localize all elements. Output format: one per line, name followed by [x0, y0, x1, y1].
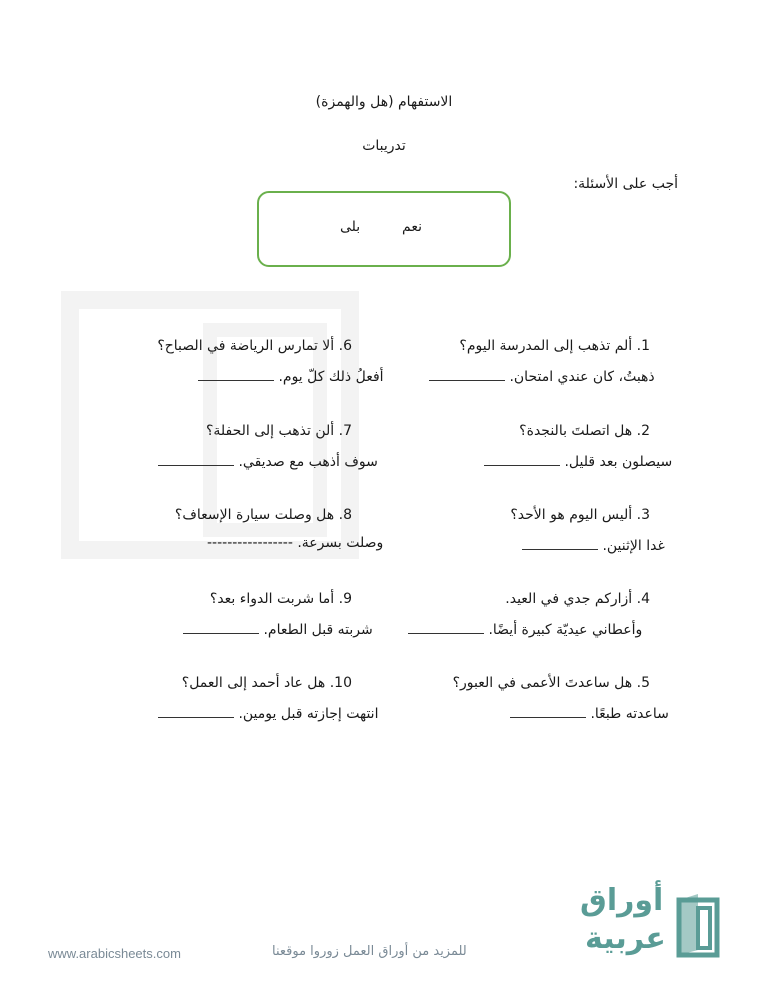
answer-blank[interactable]: [510, 703, 586, 718]
question-7: [198, 423, 352, 439]
logo-text-line2: عربية: [585, 921, 666, 956]
answer-1: [429, 366, 655, 385]
question-text: أليس اليوم هو الأحد؟: [510, 507, 633, 523]
question-text: هل وصلت سيارة الإسعاف؟: [174, 507, 335, 523]
answer-text: سيصلون بعد قليل.: [564, 454, 673, 470]
question-text: أما شربت الدواء بعد؟: [209, 591, 335, 607]
answer-text: سوف أذهب مع صديقي.: [238, 454, 378, 470]
answer-9: [183, 619, 373, 638]
answer-text: وأعطاني عيديّة كبيرة أيضًا.: [488, 622, 643, 638]
question-text: أزاركم جدي في العيد.: [505, 591, 633, 607]
question-number: 4.: [636, 591, 650, 607]
answer-3: [522, 535, 665, 554]
answer-blank[interactable]: [522, 535, 598, 550]
question-3: [502, 507, 650, 523]
answer-8: [207, 535, 383, 551]
question-text: ألا تمارس الرياضة في الصباح؟: [157, 338, 335, 354]
logo-book-icon: [676, 892, 720, 958]
answer-blank[interactable]: [198, 366, 274, 381]
footer-url-link[interactable]: www.arabicsheets.com: [48, 946, 181, 961]
question-6: [149, 338, 352, 354]
footer-tagline: للمزيد من أوراق العمل زوروا موقعنا: [272, 944, 467, 959]
answer-blank[interactable]: [158, 703, 234, 718]
word-bank-word: نعم: [402, 219, 422, 235]
answer-blank[interactable]: [429, 366, 505, 381]
question-4: [497, 591, 650, 607]
instruction-text: أجب على الأسئلة:: [573, 176, 678, 192]
answer-text: ذهبتُ، كان عندي امتحان.: [509, 369, 655, 385]
question-number: 2.: [636, 423, 650, 439]
logo-text-line1: أوراق: [580, 883, 664, 918]
question-text: هل اتصلتَ بالنجدة؟: [519, 423, 633, 439]
question-8: [167, 507, 352, 523]
answer-text: غدا الإثنين.: [602, 538, 665, 554]
question-text: هل ساعدتَ الأعمى في العبور؟: [452, 675, 633, 691]
answer-blank[interactable]: [408, 619, 484, 634]
question-number: 6.: [338, 338, 352, 354]
answer-blank[interactable]: -----------------: [207, 535, 293, 551]
question-text: هل عاد أحمد إلى العمل؟: [181, 675, 326, 691]
question-10: [174, 675, 352, 691]
question-5: [445, 675, 650, 691]
answer-blank[interactable]: [158, 451, 234, 466]
answer-10: [158, 703, 378, 722]
answer-blank[interactable]: [484, 451, 560, 466]
word-bank-box: [257, 191, 511, 267]
answer-text: ساعدته طبعًا.: [590, 706, 669, 722]
answer-6: [198, 366, 384, 385]
question-2: [511, 423, 650, 439]
answer-4: [408, 619, 642, 638]
question-1: [451, 338, 650, 354]
question-text: ألم تذهب إلى المدرسة اليوم؟: [459, 338, 633, 354]
answer-blank[interactable]: [183, 619, 259, 634]
question-number: 8.: [338, 507, 352, 523]
question-number: 9.: [338, 591, 352, 607]
word-bank-word: بلى: [340, 219, 361, 235]
question-number: 10.: [329, 675, 352, 691]
answer-text: أفعلُ ذلك كلّ يوم.: [278, 369, 384, 385]
answer-text: انتهت إجازته قبل يومين.: [238, 706, 379, 722]
answer-7: [158, 451, 378, 470]
answer-text: وصلت بسرعة.: [297, 535, 384, 551]
answer-text: شربته قبل الطعام.: [263, 622, 373, 638]
answer-2: [484, 451, 672, 470]
question-number: 7.: [338, 423, 352, 439]
page-subtitle: تدريبات: [362, 138, 406, 154]
question-text: ألن تذهب إلى الحفلة؟: [205, 423, 335, 439]
page-title: الاستفهام (هل والهمزة): [315, 94, 453, 110]
question-number: 3.: [636, 507, 650, 523]
question-9: [202, 591, 352, 607]
question-number: 5.: [636, 675, 650, 691]
answer-5: [510, 703, 669, 722]
question-number: 1.: [636, 338, 650, 354]
